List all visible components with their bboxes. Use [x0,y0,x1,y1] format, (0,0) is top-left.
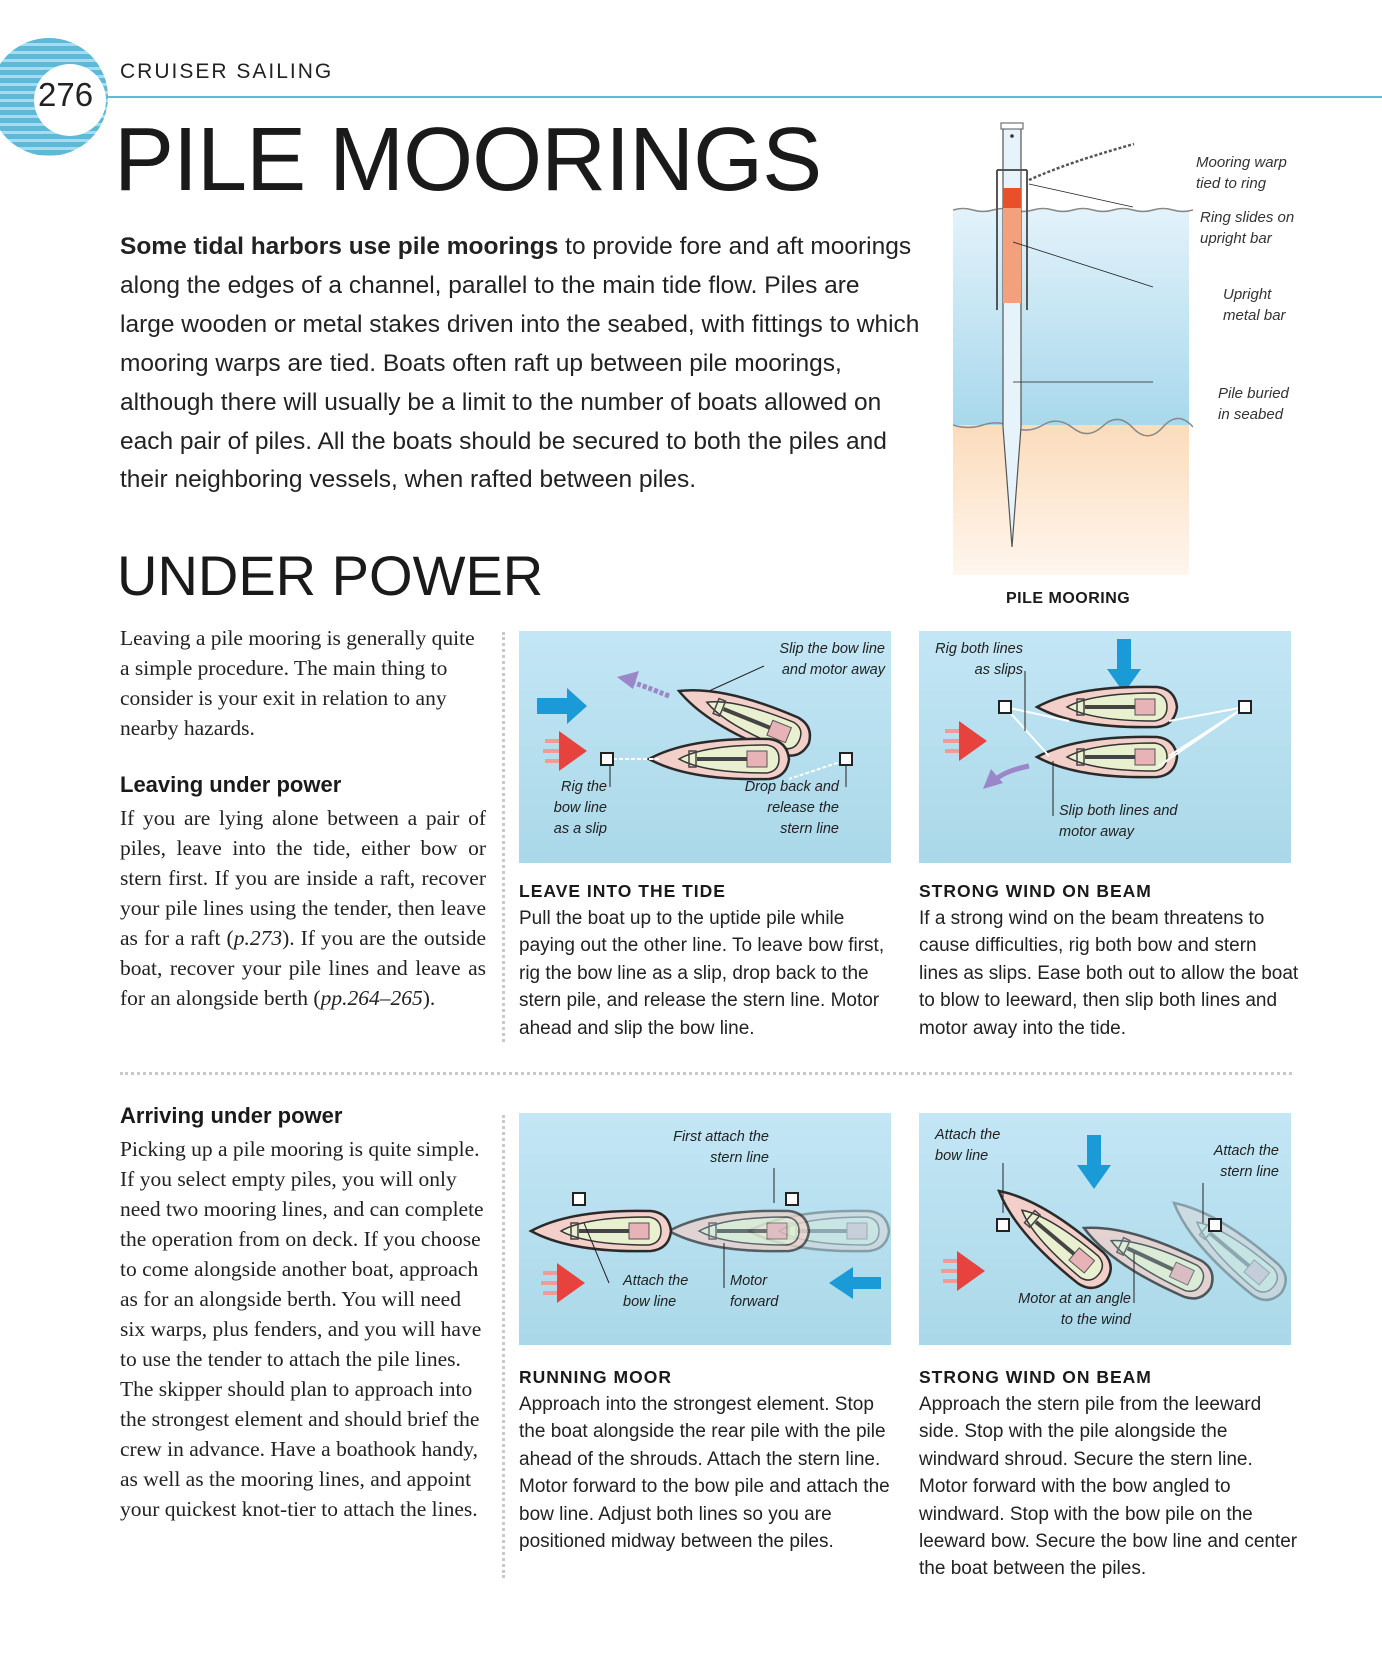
column-divider [502,632,505,1042]
tide-arrow-icon [543,731,587,771]
panel-heading: STRONG WIND ON BEAM [919,1367,1152,1387]
label: Rig the bow line as a slip [553,779,607,837]
pile-icon [1209,1219,1221,1231]
under-power-intro: Leaving a pile mooring is generally quite a simple procedure. The main thing to consider is your exit in relation to any nearby hazards. [120,626,475,740]
pile-icon [786,1193,798,1205]
header-rule [106,96,1382,98]
wind-arrow-icon [829,1267,881,1299]
tide-arrow-icon [941,1251,985,1291]
panel-text: Approach the stern pile from the leeward side. Stop with the pile alongside the windward shroud. Secure the stern line. Motor forward with the bow angled to windward. Stop with the bow pile on the leeward bow. Secure the bow line and center the boat between the piles. [919,1394,1298,1580]
motion-arrow-icon [629,681,669,696]
arriving-text: Picking up a pile mooring is quite simple. If you select empty piles, you will only need two mooring lines, and can complete the operation from on deck. If you choose to come alongside another boat, approach as for an alongside berth. You will need six warps, plus fenders, and you will have to use the tender to attach the pile lines. The skipper should plan to approach into the strongest element and should brief the crew in advance. Have a boathook handy, as well as the mooring lines, and appoint your quickest knot-tier to attach the lines. [120,1137,484,1521]
boat [531,1211,671,1251]
label-ring-slides: Ring slides on upright bar [1200,209,1295,247]
page-title: PILE MOORINGS [114,110,822,210]
label: Attach the stern line [1213,1143,1279,1180]
wind-arrow-icon [537,688,587,724]
pile-icon [573,1193,585,1205]
water [953,210,1189,425]
section-label: CRUISER SAILING [120,60,334,83]
panel-heading: STRONG WIND ON BEAM [919,881,1152,901]
label: Slip the bow line and motor away [779,641,885,678]
boat [1037,737,1177,777]
boat [649,739,789,779]
pile-icon [840,753,852,765]
label: Motor forward [730,1273,779,1310]
label-pile-buried: Pile buried in seabed [1218,385,1289,423]
intro-lead: Some tidal harbors use pile moorings [120,233,559,260]
page-ref: pp.264–265 [320,986,423,1010]
ring [1003,188,1021,208]
panel-text: Approach into the strongest element. Stop the boat alongside the rear pile with the pile ahead of the shrouds. Attach the stern line. Motor forward to the bow pile and attach the bow line. Adjust both lines so you are positioned midway between the piles. [519,1394,890,1553]
figure-caption: PILE MOORING [1006,590,1131,607]
leaving-text-3: ). [422,986,436,1010]
label: Attach the bow line [935,1127,1001,1164]
wind-arrow-icon [1107,639,1141,693]
diagram-leave-into-tide [519,631,891,863]
mooring-warp [1029,144,1134,180]
leaving-text [120,803,486,1013]
pile-icon [601,753,613,765]
tide-arrow-icon [541,1263,585,1303]
pile-mooring-figure [953,122,1295,577]
diagram-strong-wind-leaving [919,631,1291,863]
column-divider [502,1115,505,1578]
pile-icon [999,701,1011,713]
wind-arrow-icon [1077,1135,1111,1189]
label-mooring-warp: Mooring warp tied to ring [1196,154,1287,192]
label: Motor at an angle to the wind [1018,1291,1131,1328]
leaving-text-2: ). If you are the outside boat, recover your pile lines and leave as for an alongside berth ( [120,926,486,1010]
section-heading: UNDER POWER [117,544,544,607]
panel-heading: RUNNING MOOR [519,1367,672,1387]
row-divider [120,1072,1292,1075]
intro-text: to provide fore and aft moorings along the edges of a channel, parallel to the main tide flow. Piles are large wooden or metal stakes driven into the seabed, with fittings to which mooring warps are tied. Boats often raft up between pile moorings, although there will usually be a limit to the number of boats allowed on each pair of piles. All the boats should be secured to both the piles and their neighboring vessels, when rafted between piles. [120,233,920,494]
leaving-text-1: If you are lying alone between a pair of piles, leave into the tide, either bow or stern first. If you are inside a raft, recover your pile lines using the tender, then leave as for a raft ( [120,806,486,950]
panel-text: If a strong wind on the beam threatens to cause difficulties, rig both bow and stern lines as slips. Ease both out to allow the boat to blow to leeward, then slip both lines and motor away into the tide. [919,908,1299,1039]
page-number: 276 [38,76,94,113]
label-upright-bar: Upright metal bar [1223,286,1286,324]
panel-heading: LEAVE INTO THE TIDE [519,881,726,901]
boat [1037,687,1177,727]
panel-text: Pull the boat up to the uptide pile while paying out the other line. To leave bow first, rig the bow line as a slip, drop back to the stern pile, and release the stern line. Motor ahead and slip the bow line. [519,908,885,1039]
diagram-running-moor [519,1113,891,1345]
intro-paragraph [120,228,920,500]
seabed [953,425,1189,575]
label: Attach the bow line [623,1273,689,1310]
upright-bar [1003,208,1021,303]
tide-arrow-icon [943,721,987,761]
label: Rig both lines as slips [935,641,1023,678]
label: Drop back and release the stern line [744,779,839,837]
diagram-strong-wind-arriving [919,1113,1291,1345]
boat [669,1211,809,1251]
pile-icon [997,1219,1009,1231]
label: First attach the stern line [673,1129,769,1166]
leaving-heading: Leaving under power [120,772,342,797]
pile-icon [1239,701,1251,713]
page-ref: p.273 [233,926,283,950]
label: Slip both lines and motor away [1059,803,1178,840]
arriving-heading: Arriving under power [120,1103,343,1128]
